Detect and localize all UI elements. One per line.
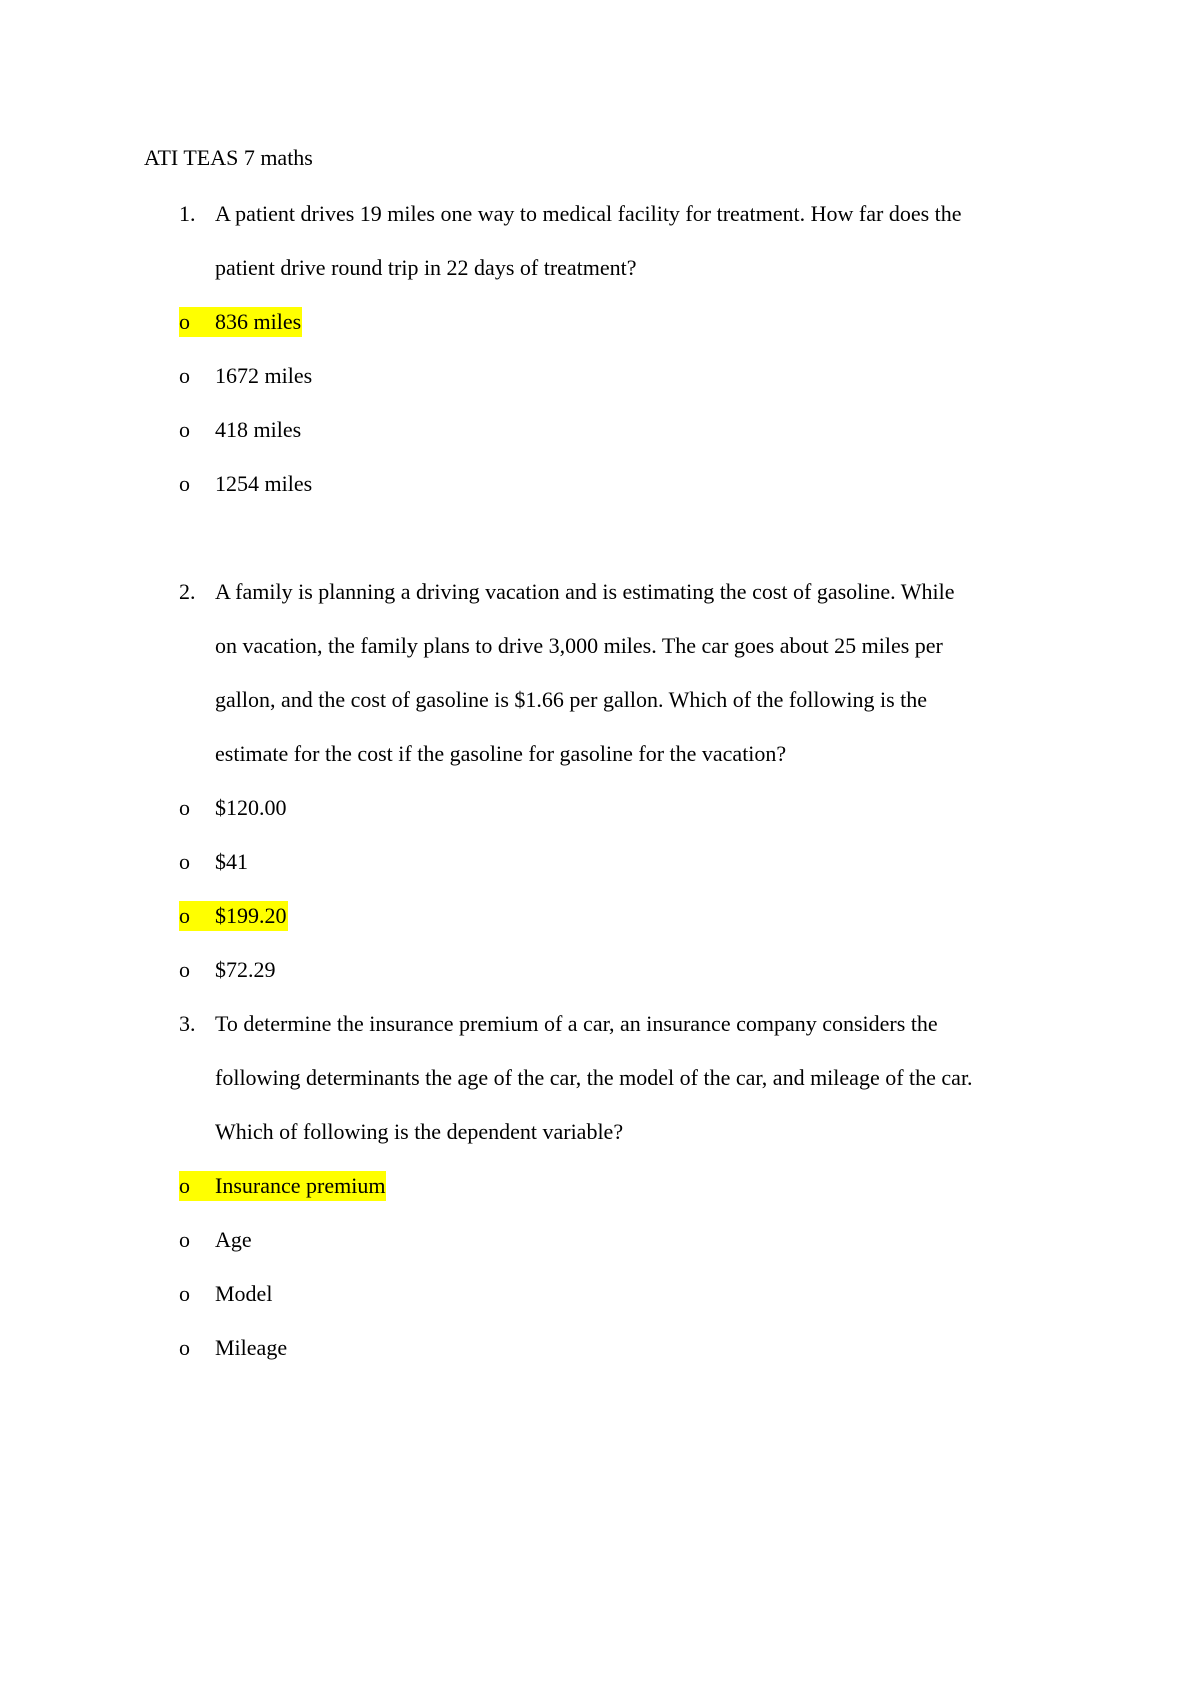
question-text-line: To determine the insurance premium of a car, an insurance company considers the (215, 1011, 938, 1036)
answer-option[interactable] (179, 1333, 287, 1363)
answer-option-text: Insurance premium (215, 1173, 386, 1198)
answer-option-text: Age (215, 1227, 252, 1252)
answer-option[interactable] (179, 955, 276, 985)
answer-option-text: $72.29 (215, 957, 276, 982)
answer-option-text: 836 miles (215, 309, 302, 334)
question-number: 1. (179, 201, 196, 226)
bullet-icon: o (179, 1173, 190, 1198)
question-text-line: Which of following is the dependent variable? (215, 1119, 624, 1144)
question-text-line: on vacation, the family plans to drive 3,000 miles. The car goes about 25 miles per (215, 633, 943, 658)
answer-option-text: 418 miles (215, 417, 302, 442)
answer-option-text: Mileage (215, 1335, 288, 1360)
answer-option[interactable] (179, 361, 312, 391)
bullet-icon: o (179, 363, 190, 388)
question-text-line: following determinants the age of the car, the model of the car, and mileage of the car. (215, 1065, 973, 1090)
question-text-line: A family is planning a driving vacation and is estimating the cost of gasoline. While (215, 579, 955, 604)
bullet-icon: o (179, 957, 190, 982)
answer-option-correct[interactable] (179, 307, 302, 337)
answer-option[interactable] (179, 847, 248, 877)
question-text-line: gallon, and the cost of gasoline is $1.66 per gallon. Which of the following is the (215, 687, 928, 712)
question-text-line: A patient drives 19 miles one way to medical facility for treatment. How far does the (215, 201, 962, 226)
answer-option-text: $199.20 (215, 903, 287, 928)
bullet-icon: o (179, 1281, 190, 1306)
answer-option-text: $41 (215, 849, 248, 874)
answer-option[interactable] (179, 415, 301, 445)
answer-option-text: 1254 miles (215, 471, 313, 496)
answer-option[interactable] (179, 793, 287, 823)
answer-option[interactable] (179, 1279, 272, 1309)
answer-option[interactable] (179, 1225, 252, 1255)
question-text-line: patient drive round trip in 22 days of treatment? (215, 255, 637, 280)
bullet-icon: o (179, 903, 190, 928)
answer-option-text: 1672 miles (215, 363, 313, 388)
answer-option-correct[interactable] (179, 901, 288, 931)
answer-option-text: $120.00 (215, 795, 287, 820)
bullet-icon: o (179, 471, 190, 496)
answer-option-correct[interactable] (179, 1171, 386, 1201)
answer-option-text: Model (215, 1281, 273, 1306)
document-title: ATI TEAS 7 maths (144, 145, 313, 170)
bullet-icon: o (179, 795, 190, 820)
bullet-icon: o (179, 1335, 190, 1360)
bullet-icon: o (179, 849, 190, 874)
bullet-icon: o (179, 1227, 190, 1252)
question-number: 2. (179, 579, 196, 604)
question-text-line: estimate for the cost if the gasoline for gasoline for the vacation? (215, 741, 787, 766)
answer-option[interactable] (179, 469, 312, 499)
bullet-icon: o (179, 309, 190, 334)
bullet-icon: o (179, 417, 190, 442)
question-number: 3. (179, 1011, 196, 1036)
